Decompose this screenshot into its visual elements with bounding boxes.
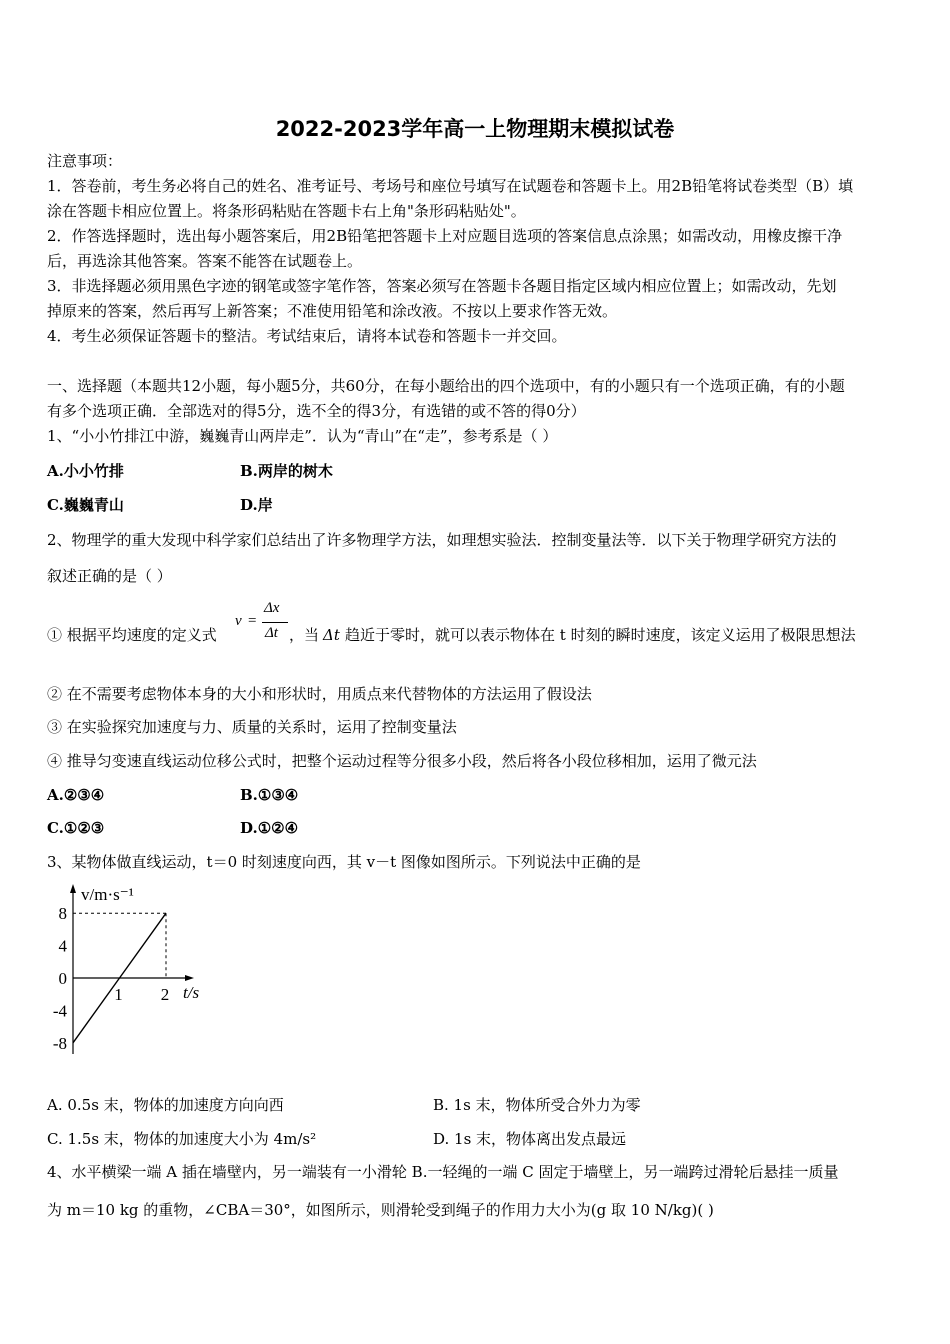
notice-line: 1．答卷前，考生务必将自己的姓名、准考证号、考场号和座位号填写在试题卷和答题卡上。用2B铅笔将试卷类型（B）填 [47,177,854,195]
fraction-bar [262,622,288,623]
question-2-stem: 2、物理学的重大发现中科学家们总结出了许多物理学方法，如理想实验法．控制变量法等．以下关于物理学研究方法的 [47,531,837,549]
q2-item-1-prefix: ① 根据平均速度的定义式 [47,626,217,644]
q3-option-c[interactable]: C. 1.5s 末，物体的加速度大小为 4m/s² [47,1130,317,1148]
q1-option-c[interactable]: C.巍巍青山 [47,496,124,514]
question-2-stem: 叙述正确的是（ ） [47,567,172,585]
q2-item-1-mid: ，当 [289,626,320,644]
section-heading: 一、选择题（本题共12小题，每小题5分，共60分，在每小题给出的四个选项中，有的小题只有一个选项正确，有的小题 [47,377,845,395]
notice-line: 涂在答题卡相应位置上。将条形码粘贴在答题卡右上角"条形码粘贴处"。 [47,202,526,220]
page-title: 2022-2023学年高一上物理期末模拟试卷 [275,117,675,141]
x-axis-arrow [185,975,194,981]
vt-graph [40,876,230,1071]
notice-heading: 注意事项： [47,152,123,170]
x-axis-label: t/s [183,983,200,1002]
notice-line: 4．考生必须保证答题卡的整洁。考试结束后，请将本试卷和答题卡一并交回。 [47,327,567,345]
formula-equals: = [248,613,257,629]
q2-option-b[interactable]: B.①③④ [240,786,299,804]
q2-item-3: ③ 在实验探究加速度与力、质量的关系时，运用了控制变量法 [47,718,457,736]
q1-option-d[interactable]: D.岸 [240,496,273,514]
q3-option-a[interactable]: A. 0.5s 末，物体的加速度方向向西 [47,1096,284,1114]
q3-option-b[interactable]: B. 1s 末，物体所受合外力为零 [433,1096,641,1114]
y-tick-label: 8 [58,904,67,924]
y-tick-label: 4 [58,936,67,956]
formula-v: v [235,613,242,629]
y-tick-label: -4 [52,1001,67,1021]
formula-denominator: Δt [265,625,278,641]
q1-option-b[interactable]: B.两岸的树木 [240,462,333,480]
q2-option-d[interactable]: D.①②④ [240,819,299,837]
y-axis-label: v/m·s⁻¹ [81,885,134,904]
x-tick-label: 2 [160,985,170,1004]
question-3-stem: 3、某物体做直线运动，t＝0 时刻速度向西，其 v－t 图像如图所示。下列说法中正确的是 [47,853,641,871]
q3-option-d[interactable]: D. 1s 末，物体离出发点最远 [433,1130,627,1148]
q2-item-2: ② 在不需要考虑物体本身的大小和形状时，用质点来代替物体的方法运用了假设法 [47,685,592,703]
y-tick-label: 0 [58,969,67,988]
notice-line: 2．作答选择题时，选出每小题答案后，用2B铅笔把答题卡上对应题目选项的答案信息点涂黑；如需改动，用橡皮擦干净 [47,227,843,245]
q2-item-1-dt: Δt [323,626,340,644]
question-4-stem: 4、水平横梁一端 A 插在墙壁内，另一端装有一小滑轮 B.一轻绳的一端 C 固定于墙壁上，另一端跨过滑轮后悬挂一质量 [47,1163,839,1181]
y-axis-arrow [70,884,76,893]
y-tick-label: -8 [52,1033,67,1053]
formula-numerator: Δx [264,600,280,616]
notice-line: 3．非选择题必须用黑色字迹的钢笔或签字笔作答，答案必须写在答题卡各题目指定区域内相应位置上；如需改动，先划 [47,277,837,295]
q2-option-c[interactable]: C.①②③ [47,819,105,837]
notice-line: 后，再选涂其他答案。答案不能答在试题卷上。 [47,252,363,270]
q1-option-a[interactable]: A.小小竹排 [47,462,124,480]
question-4-stem: 为 m＝10 kg 的重物，∠CBA＝30°，如图所示，则滑轮受到绳子的作用力大小为(g 取 10 N/kg)( ) [47,1201,714,1219]
x-tick-label: 1 [114,985,123,1004]
q2-item-4: ④ 推导匀变速直线运动位移公式时，把整个运动过程等分很多小段，然后将各小段位移相加，运用了微元法 [47,752,757,770]
question-1-stem: 1、“小小竹排江中游，巍巍青山两岸走”．认为“青山”在“走”，参考系是（ ） [47,427,558,445]
q2-option-a[interactable]: A.②③④ [47,786,105,804]
q2-item-1-suffix: 趋近于零时，就可以表示物体在 t 时刻的瞬时速度，该定义运用了极限思想法 [345,626,856,644]
section-heading: 有多个选项正确．全部选对的得5分，选不全的得3分，有选错的或不答的得0分） [47,402,586,420]
notice-line: 掉原来的答案，然后再写上新答案；不准使用铅笔和涂改液。不按以上要求作答无效。 [47,302,618,320]
